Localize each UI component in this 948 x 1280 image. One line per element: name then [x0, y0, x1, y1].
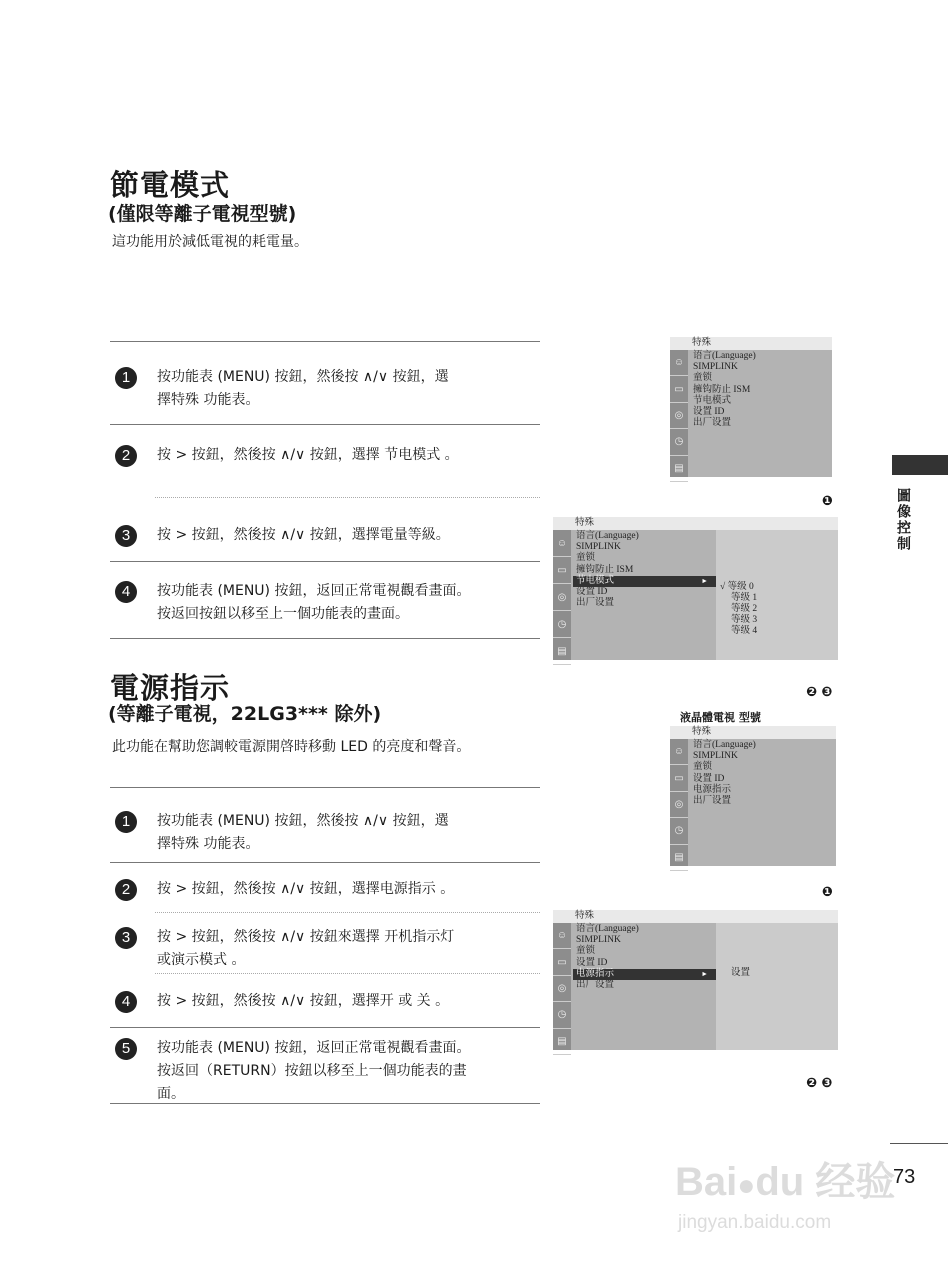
- step-number-badge: 5: [115, 1038, 137, 1060]
- time-icon: ◷: [670, 818, 688, 844]
- step-number-badge: 3: [115, 927, 137, 949]
- menu-item: 擁钩防止 ISM: [576, 564, 634, 575]
- option-icon: ▤: [553, 638, 571, 665]
- step-ref-badge: ❶: [822, 885, 834, 900]
- menu-item: 出厂设置: [576, 598, 615, 609]
- submenu-option: 设置: [731, 968, 751, 978]
- menu-item: 出厂设置: [693, 418, 732, 429]
- menu-icon-column: [553, 923, 571, 1050]
- step-number-badge: 4: [115, 991, 137, 1013]
- submenu-option: √ 等级 0: [720, 582, 754, 592]
- submenu-option: 等级 1: [731, 593, 758, 603]
- divider: [890, 1143, 948, 1144]
- submenu-option: 等级 2: [731, 604, 758, 614]
- menu-items: [690, 740, 836, 807]
- menu-item: 语言(Language): [576, 924, 639, 934]
- menu-items: [690, 351, 832, 429]
- screen-icon: ▭: [553, 949, 571, 975]
- menu-item: 童锁: [576, 553, 596, 564]
- step-text-line: 按 > 按鈕，然後按 ∧/∨ 按鈕來選擇 开机指示灯: [157, 929, 455, 945]
- screen-icon: ▭: [553, 557, 571, 584]
- step-text-line: 面。: [157, 1086, 185, 1102]
- step-text-line: 按功能表 (MENU) 按鈕，然後按 ∧/∨ 按鈕，選: [157, 813, 449, 829]
- tv-menu-screenshot: [553, 517, 838, 660]
- section-description: 這功能用於減低電視的耗電量。: [112, 234, 308, 250]
- menu-item: SIMPLINK: [576, 542, 621, 553]
- menu-item: 语言(Language): [576, 531, 639, 541]
- step-number-badge: 2: [115, 879, 137, 901]
- divider: [155, 912, 540, 913]
- menu-item: 电源指示 ►: [573, 969, 716, 980]
- menu-items: [573, 531, 716, 609]
- menu-item: 出厂设置: [693, 796, 732, 807]
- divider: [155, 497, 540, 498]
- menu-item: 语言(Language): [693, 351, 756, 361]
- step-number-badge: 4: [115, 581, 137, 603]
- page-number: 73: [893, 1166, 916, 1188]
- option-icon: ▤: [670, 456, 688, 482]
- section-description: 此功能在幫助您調較電源開啓時移動 LED 的亮度和聲音。: [112, 739, 471, 755]
- audio-icon: ◎: [670, 792, 688, 818]
- time-icon: ◷: [553, 1002, 571, 1028]
- submenu-option: 等级 4: [731, 626, 758, 636]
- picture-icon: ☺: [553, 923, 571, 949]
- menu-item: 设置 ID: [576, 957, 608, 968]
- menu-item: 语言(Language): [693, 740, 756, 750]
- side-tab-label: 圖像控制: [895, 488, 911, 552]
- step-text-line: 按功能表 (MENU) 按鈕，返回正常電視觀看畫面。: [157, 583, 471, 599]
- step-number-badge: 2: [115, 445, 137, 467]
- divider: [110, 424, 540, 425]
- screen-icon: ▭: [670, 376, 688, 402]
- divider: [110, 787, 540, 788]
- step-text: [157, 524, 527, 547]
- step-ref-badge: ❷ ❸: [806, 1076, 833, 1091]
- step-text-line: 擇特殊 功能表。: [157, 392, 260, 408]
- option-icon: ▤: [553, 1029, 571, 1055]
- section-subtitle: (僅限等離子電視型號): [108, 203, 297, 225]
- menu-icon-column: [670, 739, 688, 866]
- step-number-badge: 1: [115, 811, 137, 833]
- step-text-line: 按返回按鈕以移至上一個功能表的畫面。: [157, 606, 409, 622]
- menu-item: SIMPLINK: [693, 362, 738, 373]
- menu-item: 设置 ID: [576, 587, 608, 598]
- menu-item: 节电模式: [693, 395, 732, 406]
- menu-header: 特殊: [553, 517, 838, 530]
- option-icon: ▤: [670, 845, 688, 871]
- menu-header: 特殊: [553, 910, 838, 923]
- menu-item: 电源指示: [693, 784, 732, 795]
- watermark-url: jingyan.baidu.com: [678, 1212, 832, 1233]
- step-text: [157, 366, 527, 412]
- divider: [110, 1027, 540, 1028]
- watermark-logo: Bai●du 经验: [675, 1160, 896, 1204]
- tv-menu-screenshot: [553, 910, 838, 1050]
- lcd-model-label: 液晶體電視 型號: [680, 711, 761, 724]
- step-ref-badge: ❷ ❸: [806, 685, 833, 700]
- picture-icon: ☺: [553, 530, 571, 557]
- step-text-line: 按 > 按鈕，然後按 ∧/∨ 按鈕，選擇电源指示 。: [157, 881, 455, 897]
- step-number-badge: 3: [115, 525, 137, 547]
- divider: [110, 638, 540, 639]
- menu-icon-column: [553, 530, 571, 660]
- time-icon: ◷: [670, 429, 688, 455]
- step-text-line: 按功能表 (MENU) 按鈕，返回正常電視觀看畫面。: [157, 1040, 471, 1056]
- audio-icon: ◎: [553, 976, 571, 1002]
- menu-items: [573, 924, 716, 991]
- divider: [155, 973, 540, 974]
- menu-item: 节电模式 ►: [573, 576, 716, 587]
- step-ref-badge: ❶: [822, 494, 834, 509]
- menu-item: SIMPLINK: [576, 935, 621, 946]
- divider: [110, 341, 540, 342]
- submenu-panel: [716, 923, 838, 1050]
- section-title-power-indicator: 電源指示: [110, 671, 231, 705]
- menu-item: 出厂设置: [576, 980, 615, 991]
- step-text-line: 按 > 按鈕，然後按 ∧/∨ 按鈕，選擇开 或 关 。: [157, 993, 450, 1009]
- section-subtitle: (等離子電視，22LG3*** 除外): [108, 703, 382, 725]
- divider: [110, 561, 540, 562]
- menu-item: 童锁: [693, 762, 713, 773]
- picture-icon: ☺: [670, 739, 688, 765]
- screen-icon: ▭: [670, 765, 688, 791]
- step-text-line: 擇特殊 功能表。: [157, 836, 260, 852]
- step-text: [157, 444, 527, 467]
- side-tab-bar: [892, 455, 948, 475]
- step-text: [157, 878, 527, 901]
- menu-item: 童锁: [576, 946, 596, 957]
- audio-icon: ◎: [553, 584, 571, 611]
- menu-item: 擁钩防止 ISM: [693, 384, 751, 395]
- step-text-line: 按 > 按鈕，然後按 ∧/∨ 按鈕，選擇電量等級。: [157, 527, 450, 543]
- submenu-option: 等级 3: [731, 615, 758, 625]
- step-text-line: 按 > 按鈕，然後按 ∧/∨ 按鈕，選擇 节电模式 。: [157, 447, 459, 463]
- picture-icon: ☺: [670, 350, 688, 376]
- menu-item: 童锁: [693, 373, 713, 384]
- tv-menu-screenshot: [670, 726, 836, 866]
- step-number-badge: 1: [115, 367, 137, 389]
- section-title-power-saving: 節電模式: [110, 168, 231, 202]
- step-text: [157, 990, 527, 1013]
- menu-icon-column: [670, 350, 688, 477]
- time-icon: ◷: [553, 611, 571, 638]
- menu-item: SIMPLINK: [693, 751, 738, 762]
- menu-item: 设置 ID: [693, 773, 725, 784]
- step-text-line: 按返回（RETURN）按鈕以移至上一個功能表的畫: [157, 1063, 467, 1079]
- step-text: [157, 926, 527, 972]
- menu-header: 特殊: [670, 726, 836, 739]
- step-text: [157, 1037, 527, 1106]
- submenu-panel: [716, 530, 838, 660]
- step-text-line: 或演示模式 。: [157, 952, 246, 968]
- audio-icon: ◎: [670, 403, 688, 429]
- step-text: [157, 810, 527, 856]
- tv-menu-screenshot: [670, 337, 832, 477]
- divider: [110, 862, 540, 863]
- menu-item: 设置 ID: [693, 407, 725, 418]
- step-text-line: 按功能表 (MENU) 按鈕，然後按 ∧/∨ 按鈕，選: [157, 369, 449, 385]
- step-text: [157, 580, 527, 626]
- menu-header: 特殊: [670, 337, 832, 350]
